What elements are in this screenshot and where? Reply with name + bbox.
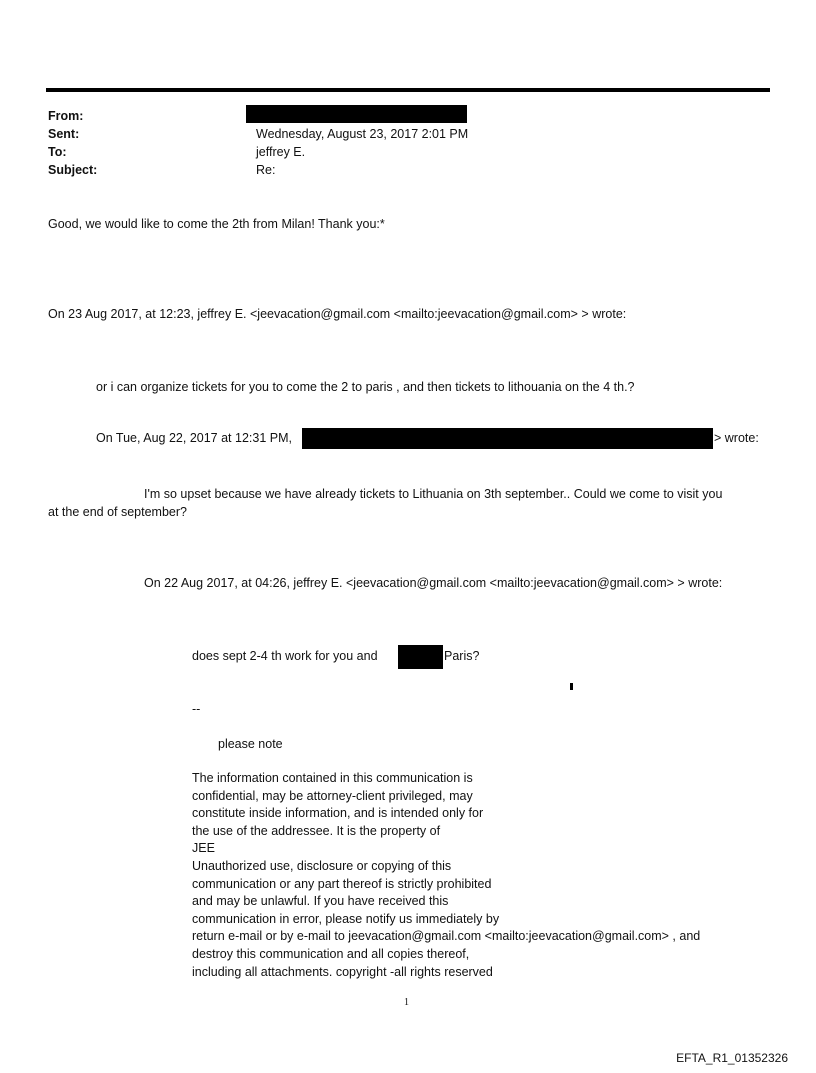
page-number: 1 xyxy=(404,997,409,1008)
quote2-header-start: On Tue, Aug 22, 2017 at 12:31 PM, xyxy=(96,431,292,445)
reply-line: Good, we would like to come the 2th from Milan! Thank you:* xyxy=(48,217,385,231)
quote2-header-end: > wrote: xyxy=(714,431,759,445)
redaction-mark xyxy=(570,683,573,690)
name-redaction xyxy=(398,645,443,669)
please-note: please note xyxy=(218,737,283,751)
disclaimer-line: Unauthorized use, disclosure or copying of this xyxy=(192,858,452,873)
disclaimer-line: The information contained in this communication is xyxy=(192,771,473,785)
disclaimer-line: JEE xyxy=(192,841,215,856)
sent-value: Wednesday, August 23, 2017 2:01 PM xyxy=(256,127,469,141)
from-redaction xyxy=(246,105,467,123)
quote1-text: or i can organize tickets for you to come the 2 to paris , and then tickets to lithouania on the 4 th.? xyxy=(96,380,635,394)
to-value: jeffrey E. xyxy=(256,145,306,159)
document-id: EFTA_R1_01352326 xyxy=(676,1051,788,1065)
disclaimer-line: constitute inside information, and is intended only for xyxy=(192,806,484,821)
disclaimer-line: communication or any part thereof is strictly prohibited xyxy=(192,876,492,891)
from-label: From: xyxy=(48,109,84,123)
quote3-text-end: Paris? xyxy=(444,649,480,663)
signature-dashes: -- xyxy=(192,702,201,716)
quote2-text-line2: at the end of september? xyxy=(48,505,187,519)
quote1-header: On 23 Aug 2017, at 12:23, jeffrey E. <jeevacation@gmail.com <mailto:jeevacation@gmail.com> > wrote: xyxy=(48,307,627,321)
to-label: To: xyxy=(48,145,67,159)
disclaimer-line: including all attachments. copyright -all rights reserved xyxy=(192,964,493,979)
sender-redaction xyxy=(302,428,713,449)
disclaimer xyxy=(192,770,700,981)
subject-label: Subject: xyxy=(48,163,98,177)
subject-value: Re: xyxy=(256,163,276,177)
disclaimer-line: and may be unlawful. If you have received this xyxy=(192,894,449,909)
header-rule xyxy=(46,88,770,92)
disclaimer-line: communication in error, please notify us immediately by xyxy=(192,911,500,926)
disclaimer-line: the use of the addressee. It is the property of xyxy=(192,823,441,838)
sent-label: Sent: xyxy=(48,127,80,141)
disclaimer-line: destroy this communication and all copies thereof, xyxy=(192,946,470,961)
disclaimer-line: confidential, may be attorney-client privileged, may xyxy=(192,788,473,803)
quote3-text-start: does sept 2-4 th work for you and xyxy=(192,649,378,663)
quote3-header: On 22 Aug 2017, at 04:26, jeffrey E. <jeevacation@gmail.com <mailto:jeevacation@gmail.com> > wrote: xyxy=(144,576,723,590)
disclaimer-line: return e-mail or by e-mail to jeevacation@gmail.com <mailto:jeevacation@gmail.com> , and xyxy=(192,929,701,944)
quote2-text-line1: I'm so upset because we have already tickets to Lithuania on 3th september.. Could we come to visit you xyxy=(144,487,723,501)
